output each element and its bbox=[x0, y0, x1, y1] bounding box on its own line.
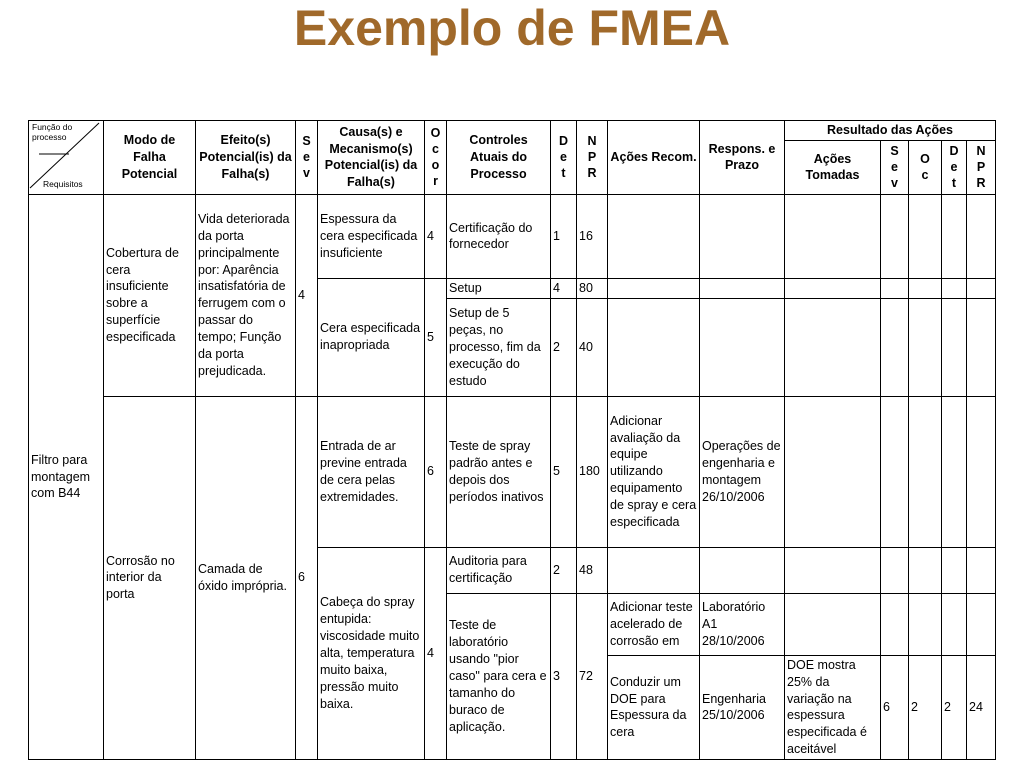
header-acoes: Ações Recom. bbox=[608, 121, 700, 195]
cell-roc-1 bbox=[909, 194, 942, 278]
cell-efeito-2: Camada de óxido imprópria. bbox=[196, 396, 296, 759]
cell-rnpr-4a bbox=[967, 547, 996, 593]
cell-rsev-4b1 bbox=[881, 593, 909, 655]
cell-ctrl-3: Teste de spray padrão antes e depois dos períodos inativos bbox=[447, 396, 551, 547]
cell-oc-1: 4 bbox=[425, 194, 447, 278]
table-row bbox=[29, 396, 996, 547]
header-ocor: O c o r bbox=[425, 121, 447, 195]
header-modo: Modo de Falha Potencial bbox=[104, 121, 196, 195]
cell-causa-4: Cabeça do spray entupida: viscosidade muito alta, temperatura muito baixa, pressão muito baixa. bbox=[318, 547, 425, 759]
cell-rnpr-2a bbox=[967, 278, 996, 298]
cell-ctrl-4a: Auditoria para certificação bbox=[447, 547, 551, 593]
cell-acoes-4a bbox=[608, 547, 700, 593]
cell-rsev-2a bbox=[881, 278, 909, 298]
cell-det-3: 5 bbox=[551, 396, 577, 547]
cell-det-1: 1 bbox=[551, 194, 577, 278]
header-sev: S e v bbox=[296, 121, 318, 195]
cell-sev-2: 6 bbox=[296, 396, 318, 759]
cell-rnpr-3 bbox=[967, 396, 996, 547]
cell-ctrl-1: Certificação do fornecedor bbox=[447, 194, 551, 278]
cell-roc-4b1 bbox=[909, 593, 942, 655]
cell-rsev-4a bbox=[881, 547, 909, 593]
cell-ctrl-2a: Setup bbox=[447, 278, 551, 298]
table-row bbox=[29, 194, 996, 278]
cell-acoes-2b bbox=[608, 298, 700, 396]
cell-rdet-2a bbox=[942, 278, 967, 298]
cell-npr-3: 180 bbox=[577, 396, 608, 547]
cell-ctrl-4b: Teste de laboratório usando "pior caso" para cera e tamanho do buraco de aplicação. bbox=[447, 593, 551, 759]
cell-oc-4: 4 bbox=[425, 547, 447, 759]
cell-resp-4b1: Laboratório A1 28/10/2006 bbox=[700, 593, 785, 655]
cell-roc-2a bbox=[909, 278, 942, 298]
cell-resp-4a bbox=[700, 547, 785, 593]
cell-acoes-4b1: Adicionar teste acelerado de corrosão em bbox=[608, 593, 700, 655]
cell-rsev-4b2: 6 bbox=[881, 655, 909, 759]
cell-resp-2b bbox=[700, 298, 785, 396]
cell-rdet-1 bbox=[942, 194, 967, 278]
cell-det-2b: 2 bbox=[551, 298, 577, 396]
cell-rnpr-4b1 bbox=[967, 593, 996, 655]
cell-rnpr-2b bbox=[967, 298, 996, 396]
header-funcao-label: Função do processo bbox=[32, 122, 73, 142]
fmea-table bbox=[28, 120, 996, 760]
cell-causa-1: Espessura da cera especificada insuficiente bbox=[318, 194, 425, 278]
cell-rsev-2b bbox=[881, 298, 909, 396]
cell-resp-3: Operações de engenharia e montagem 26/10/2006 bbox=[700, 396, 785, 547]
page-title: Exemplo de FMEA bbox=[293, 0, 731, 56]
cell-rsev-3 bbox=[881, 396, 909, 547]
cell-oc-2: 5 bbox=[425, 278, 447, 396]
header-funcao-requisitos bbox=[29, 121, 104, 195]
cell-ctrl-2b: Setup de 5 peças, no processo, fim da execução do estudo bbox=[447, 298, 551, 396]
cell-roc-4b2: 2 bbox=[909, 655, 942, 759]
cell-rdet-4b2: 2 bbox=[942, 655, 967, 759]
cell-oc-3: 6 bbox=[425, 396, 447, 547]
cell-sev-1: 4 bbox=[296, 194, 318, 396]
cell-rnpr-1 bbox=[967, 194, 996, 278]
header-r-npr: N P R bbox=[967, 140, 996, 194]
cell-acoes-2a bbox=[608, 278, 700, 298]
cell-rdet-4a bbox=[942, 547, 967, 593]
cell-det-4b: 3 bbox=[551, 593, 577, 759]
cell-modo-2: Corrosão no interior da porta bbox=[104, 396, 196, 759]
cell-tomadas-4b1 bbox=[785, 593, 881, 655]
cell-tomadas-4b2: DOE mostra 25% da variação na espessura especificada é aceitável bbox=[785, 655, 881, 759]
cell-roc-4a bbox=[909, 547, 942, 593]
header-efeito: Efeito(s) Potencial(is) da Falha(s) bbox=[196, 121, 296, 195]
cell-resp-1 bbox=[700, 194, 785, 278]
cell-roc-2b bbox=[909, 298, 942, 396]
cell-modo-1: Cobertura de cera insuficiente sobre a superfície especificada bbox=[104, 194, 196, 396]
header-acoes-tomadas: Ações Tomadas bbox=[785, 140, 881, 194]
cell-npr-4a: 48 bbox=[577, 547, 608, 593]
header-controles: Controles Atuais do Processo bbox=[447, 121, 551, 195]
header-npr: N P R bbox=[577, 121, 608, 195]
cell-resp-2a bbox=[700, 278, 785, 298]
cell-causa-3: Entrada de ar previne entrada de cera pelas extremidades. bbox=[318, 396, 425, 547]
header-r-oc: O c bbox=[909, 140, 942, 194]
cell-efeito-1: Vida deteriorada da porta principalmente por: Aparência insatisfatória de ferrugem com o passar do tempo; Função da porta prejudicada. bbox=[196, 194, 296, 396]
cell-tomadas-4a bbox=[785, 547, 881, 593]
header-r-sev: S e v bbox=[881, 140, 909, 194]
cell-rdet-2b bbox=[942, 298, 967, 396]
header-r-det: D e t bbox=[942, 140, 967, 194]
cell-npr-1: 16 bbox=[577, 194, 608, 278]
cell-acoes-1 bbox=[608, 194, 700, 278]
cell-tomadas-2a bbox=[785, 278, 881, 298]
cell-rnpr-4b2: 24 bbox=[967, 655, 996, 759]
cell-funcao: Filtro para montagem com B44 bbox=[29, 194, 104, 759]
header-causa: Causa(s) e Mecanismo(s) Potencial(is) da Falha(s) bbox=[318, 121, 425, 195]
cell-rsev-1 bbox=[881, 194, 909, 278]
cell-tomadas-1 bbox=[785, 194, 881, 278]
cell-rdet-4b1 bbox=[942, 593, 967, 655]
cell-tomadas-3 bbox=[785, 396, 881, 547]
cell-rdet-3 bbox=[942, 396, 967, 547]
cell-npr-2b: 40 bbox=[577, 298, 608, 396]
cell-resp-4b2: Engenharia 25/10/2006 bbox=[700, 655, 785, 759]
cell-det-4a: 2 bbox=[551, 547, 577, 593]
cell-tomadas-2b bbox=[785, 298, 881, 396]
cell-roc-3 bbox=[909, 396, 942, 547]
cell-acoes-4b2: Conduzir um DOE para Espessura da cera bbox=[608, 655, 700, 759]
header-requisitos-label: Requisitos bbox=[43, 179, 83, 190]
cell-det-2a: 4 bbox=[551, 278, 577, 298]
header-resultado: Resultado das Ações bbox=[785, 121, 996, 141]
cell-npr-4b: 72 bbox=[577, 593, 608, 759]
cell-acoes-3: Adicionar avaliação da equipe utilizando equipamento de spray e cera especificada bbox=[608, 396, 700, 547]
header-det: D e t bbox=[551, 121, 577, 195]
header-respons: Respons. e Prazo bbox=[700, 121, 785, 195]
cell-npr-2a: 80 bbox=[577, 278, 608, 298]
cell-causa-2: Cera especificada inapropriada bbox=[318, 278, 425, 396]
